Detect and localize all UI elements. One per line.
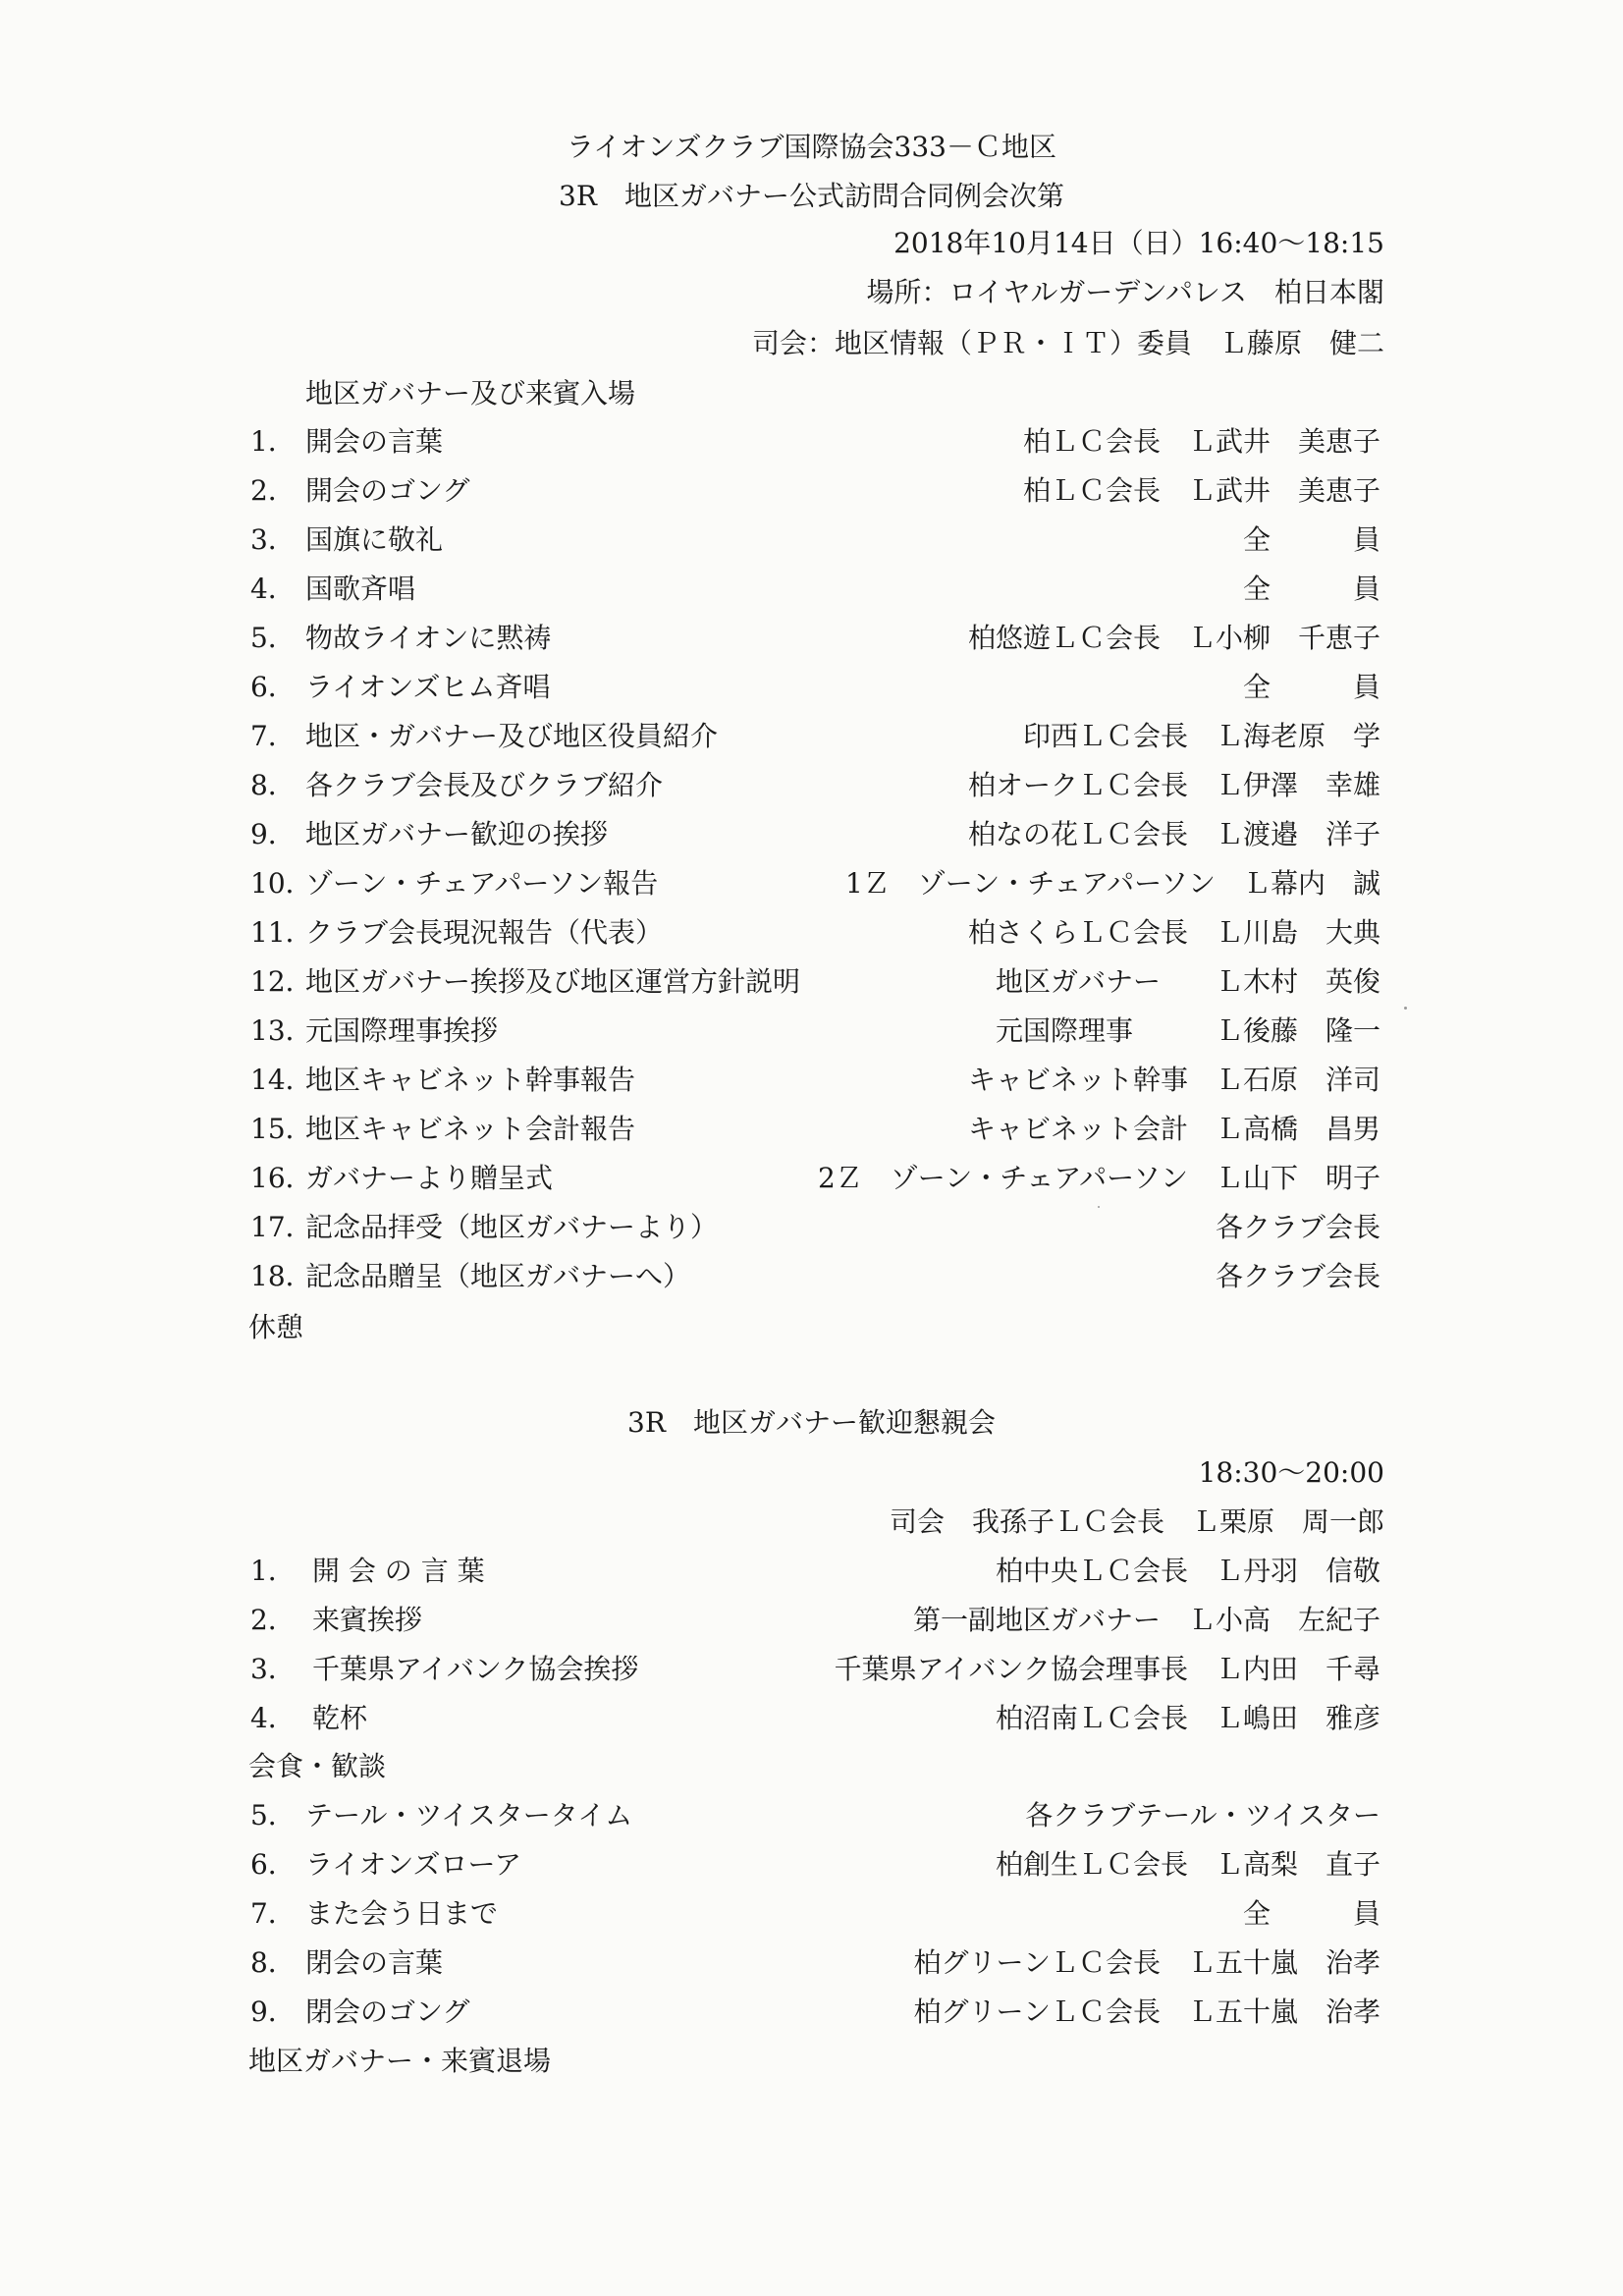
agenda-item-label: 千葉県アイバンク協会挨拶 xyxy=(312,1653,639,1685)
agenda-item-presenter: キャビネット会計 Ｌ高橋 昌男 xyxy=(967,1113,1380,1145)
agenda-item-label: 国旗に敬礼 xyxy=(305,523,444,556)
agenda-item-label: ゾーン・チェアパーソン報告 xyxy=(305,867,659,900)
agenda-item-number: 13． xyxy=(250,1014,313,1047)
agenda-item-label: 地区キャビネット幹事報告 xyxy=(305,1064,636,1096)
agenda-item-label: 乾杯 xyxy=(312,1702,368,1734)
document-subtitle: 3R 地区ガバナー公式訪問合同例会次第 xyxy=(559,180,1064,212)
agenda-item-presenter: 柏オークＬＣ会長 Ｌ伊澤 幸雄 xyxy=(967,769,1380,801)
agenda-item-presenter: 柏中央ＬＣ会長 Ｌ丹羽 信敬 xyxy=(995,1555,1380,1587)
event-mc: 司会：地区情報（ＰＲ・ＩＴ）委員 Ｌ藤原 健二 xyxy=(751,327,1384,359)
agenda-item-label: ガバナーより贈呈式 xyxy=(305,1162,554,1194)
agenda-item-label: 地区ガバナー挨拶及び地区運営方針説明 xyxy=(305,965,801,998)
agenda-item-presenter: 柏ＬＣ会長 Ｌ武井 美恵子 xyxy=(1022,474,1380,507)
agenda-item-number: 7． xyxy=(250,720,296,752)
agenda-item-number: 6． xyxy=(250,1848,296,1881)
agenda-item-label: 地区キャビネット会計報告 xyxy=(305,1113,636,1145)
entrance-note: 地区ガバナー及び来賓入場 xyxy=(305,377,636,410)
break-note: 休憩 xyxy=(248,1311,304,1343)
agenda-item-label: クラブ会長現況報告（代表） xyxy=(305,916,664,949)
agenda-item-presenter: 印西ＬＣ会長 Ｌ海老原 学 xyxy=(1022,720,1380,752)
dinner-note: 会食・歓談 xyxy=(248,1750,387,1782)
agenda-item-presenter: 柏沼南ＬＣ会長 Ｌ嶋田 雅彦 xyxy=(995,1702,1380,1734)
document-title: ライオンズクラブ国際協会333－Ｃ地区 xyxy=(567,131,1056,163)
agenda-item-number: 1． xyxy=(250,425,296,458)
agenda-item-number: 16． xyxy=(250,1162,313,1194)
agenda-item-number: 8． xyxy=(250,1946,296,1979)
agenda-item-label: 閉会の言葉 xyxy=(305,1946,444,1979)
agenda-item-presenter: 元国際理事 Ｌ後藤 隆一 xyxy=(995,1014,1380,1047)
agenda-item-presenter: 全 員 xyxy=(1242,671,1380,703)
event-venue: 場所：ロイヤルガーデンパレス 柏日本閣 xyxy=(866,276,1384,308)
agenda-item-presenter: 千葉県アイバンク協会理事長 Ｌ内田 千尋 xyxy=(834,1653,1380,1685)
agenda-item-label: 開会のゴング xyxy=(305,474,470,507)
agenda-item-presenter: 地区ガバナー Ｌ木村 英俊 xyxy=(995,965,1380,998)
agenda-item-label: テール・ツイスタータイム xyxy=(305,1799,633,1831)
agenda-item-label: 地区ガバナー歓迎の挨拶 xyxy=(305,818,609,850)
agenda-item-label: 元国際理事挨拶 xyxy=(305,1014,499,1047)
agenda-item-label: 来賓挨拶 xyxy=(312,1604,423,1636)
scan-speck xyxy=(1098,1206,1100,1208)
agenda-item-number: 4． xyxy=(250,1702,296,1734)
agenda-item-label: 記念品贈呈（地区ガバナーへ） xyxy=(305,1260,691,1292)
agenda-item-number: 5． xyxy=(250,622,296,654)
agenda-item-label: 開 会 の 言 葉 xyxy=(312,1555,485,1587)
agenda-item-number: 2． xyxy=(250,474,296,507)
agenda-item-label: 物故ライオンに黙祷 xyxy=(305,622,552,654)
agenda-item-number: 7． xyxy=(250,1897,296,1930)
agenda-item-number: 4． xyxy=(250,573,296,605)
agenda-item-presenter: 柏悠遊ＬＣ会長 Ｌ小柳 千恵子 xyxy=(967,622,1380,654)
agenda-item-label: 地区・ガバナー及び地区役員紹介 xyxy=(305,720,719,752)
agenda-item-presenter: 柏さくらＬＣ会長 Ｌ川島 大典 xyxy=(967,916,1380,949)
agenda-item-presenter: 2Ｚ ゾーン・チェアパーソン Ｌ山下 明子 xyxy=(817,1162,1380,1194)
agenda-item-label: 国歌斉唱 xyxy=(305,573,416,605)
agenda-item-number: 5． xyxy=(250,1799,296,1831)
exit-note: 地区ガバナー・来賓退場 xyxy=(248,2045,552,2077)
reception-title: 3R 地区ガバナー歓迎懇親会 xyxy=(627,1406,996,1439)
agenda-item-number: 15． xyxy=(250,1113,313,1145)
agenda-item-number: 17． xyxy=(250,1211,313,1243)
agenda-item-number: 9． xyxy=(250,818,296,850)
agenda-item-presenter: 柏ＬＣ会長 Ｌ武井 美恵子 xyxy=(1022,425,1380,458)
agenda-item-number: 1． xyxy=(250,1555,296,1587)
agenda-item-presenter: 1Ｚ ゾーン・チェアパーソン Ｌ幕内 誠 xyxy=(844,867,1380,900)
agenda-item-label: ライオンズヒム斉唱 xyxy=(305,671,551,703)
agenda-item-presenter: 柏創生ＬＣ会長 Ｌ高梨 直子 xyxy=(995,1848,1380,1881)
agenda-item-label: 記念品拝受（地区ガバナーより） xyxy=(305,1211,719,1243)
agenda-item-number: 8． xyxy=(250,769,296,801)
agenda-item-label: また会う日まで xyxy=(305,1897,499,1930)
agenda-item-presenter: 柏グリーンＬＣ会長 Ｌ五十嵐 治孝 xyxy=(913,1946,1380,1979)
agenda-item-number: 2． xyxy=(250,1604,296,1636)
agenda-item-number: 11． xyxy=(250,916,313,949)
scan-speck xyxy=(1404,1007,1407,1010)
agenda-item-presenter: 第一副地区ガバナー Ｌ小高 左紀子 xyxy=(912,1604,1380,1636)
agenda-item-presenter: 全 員 xyxy=(1242,573,1380,605)
agenda-item-number: 3． xyxy=(250,1653,296,1685)
agenda-item-label: 各クラブ会長及びクラブ紹介 xyxy=(305,769,664,801)
event-datetime: 2018年10月14日（日）16:40～18:15 xyxy=(893,227,1384,259)
reception-mc: 司会 我孫子ＬＣ会長 Ｌ栗原 周一郎 xyxy=(889,1505,1384,1538)
agenda-item-presenter: 全 員 xyxy=(1242,523,1380,556)
agenda-item-presenter: 各クラブテール・ツイスター xyxy=(1025,1799,1380,1831)
agenda-item-presenter: 柏なの花ＬＣ会長 Ｌ渡邉 洋子 xyxy=(967,818,1380,850)
agenda-item-label: 開会の言葉 xyxy=(305,425,444,458)
agenda-item-presenter: 各クラブ会長 xyxy=(1215,1260,1380,1292)
agenda-item-presenter: キャビネット幹事 Ｌ石原 洋司 xyxy=(967,1064,1380,1096)
agenda-item-number: 12． xyxy=(250,965,313,998)
agenda-item-number: 18． xyxy=(250,1260,313,1292)
agenda-item-number: 9． xyxy=(250,1995,296,2028)
agenda-item-presenter: 柏グリーンＬＣ会長 Ｌ五十嵐 治孝 xyxy=(913,1995,1380,2028)
reception-time: 18:30～20:00 xyxy=(1198,1456,1384,1489)
agenda-item-number: 6． xyxy=(250,671,296,703)
agenda-item-number: 3． xyxy=(250,523,296,556)
agenda-item-presenter: 各クラブ会長 xyxy=(1215,1211,1380,1243)
agenda-item-presenter: 全 員 xyxy=(1242,1897,1380,1930)
agenda-item-label: ライオンズローア xyxy=(305,1848,522,1881)
agenda-item-label: 閉会のゴング xyxy=(305,1995,470,2028)
agenda-item-number: 14． xyxy=(250,1064,313,1096)
agenda-item-number: 10． xyxy=(250,867,313,900)
